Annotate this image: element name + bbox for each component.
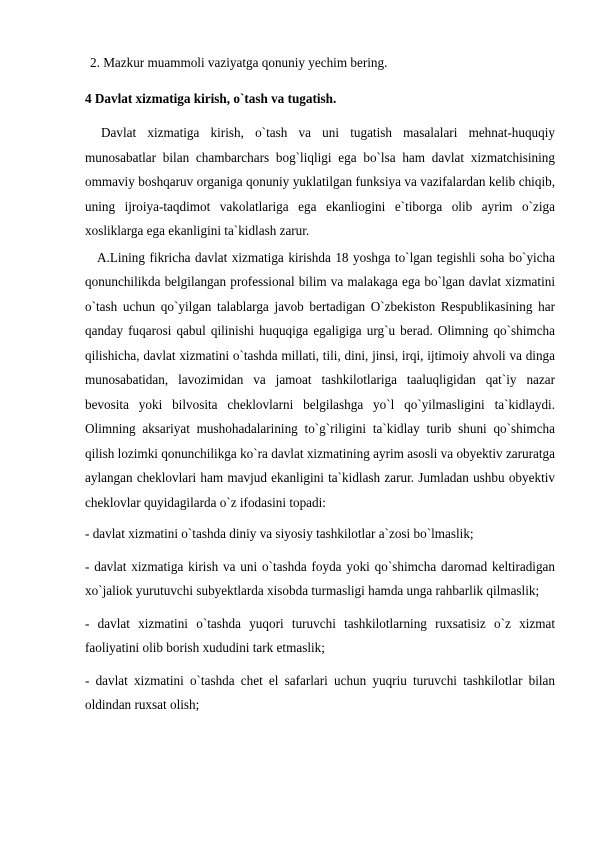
list-item: - davlat xizmatini o`tashda yuqori turuvchi tashkilotlarning ruxsatisiz o`z xizmat faoliyatini olib borish xududini tark etmaslik; [85, 615, 555, 655]
list-item: - davlat xizmatiga kirish va uni o`tashda foyda yoki qo`shimcha daromad keltiradigan xo`jaliok yurutuvchi subyektlarda xisobda turmasligi hamda unga rahbarlik qilmaslik; [85, 558, 555, 598]
paragraph: A.Lining fikricha davlat xizmatiga kirishda 18 yoshga to`lgan tegishli soha bo`yicha qonunchilikda belgilangan professional bilim va malakaga ega bo`lgan davlat xizmatini o`tash uchun qo`yilgan talablarga javob bertadigan O`zbekiston Respublikasining har qanday fuqarosi qabul qilinishi huquqiga egaligiga urg`u berad. Olimning qo`shimcha qilishicha, davlat xizmatini o`tashda millati, tili, dini, jinsi, irqi, ijtimoiy ahvoli va dinga munosabatidan, lavozimidan va jamoat tashkilotlariga taaluqligidan qat`iy nazar bevosita yoki bilvosita cheklovlarni belgilashga yo`l qo`yilmasligini ta`kidlaydi. Olimning aksariyat mushohadalarining to`g`riligini ta`kidlay turib shuni qo`shimcha qilish lozimki qonunchilikga ko`ra davlat xizmatining ayrim asosli va obyektiv zaruratga aylangan cheklovlari ham mavjud ekanligini ta`kidlash zarur. Jumladan ushbu obyektiv cheklovlar quyidagilarda o`z ifodasini topadi: [85, 249, 555, 510]
task-statement: 2. Mazkur muammoli vaziyatga qonuniy yechim bering. [90, 55, 388, 70]
page-content [85, 51, 555, 726]
section-heading: 4 Davlat xizmatiga kirish, o`tash va tugatish. [85, 90, 337, 106]
list-item: - davlat xizmatini o`tashda diniy va siyosiy tashkilotlar a`zosi bo`lmaslik; [85, 526, 474, 541]
list-item: - davlat xizmatini o`tashda chet el safarlari uchun yuqriu turuvchi tashkilotlar bilan oldindan ruxsat olish; [85, 672, 555, 712]
paragraph: Davlat xizmatiga kirish, o`tash va uni tugatish masalalari mehnat-huquqiy munosabatlar bilan chambarchars bog`liqligi ega bo`lsa ham davlat xizmatchisining ommaviy boshqaruv organiga qonuniy yuklatilgan funksiya va vazifalardan kelib chiqib, uning ijroiya-taqdimot vakolatlariga ega ekanliogini e`tiborga olib ayrim o`ziga xosliklarga ega ekanligini ta`kidlash zarur. [85, 125, 555, 238]
